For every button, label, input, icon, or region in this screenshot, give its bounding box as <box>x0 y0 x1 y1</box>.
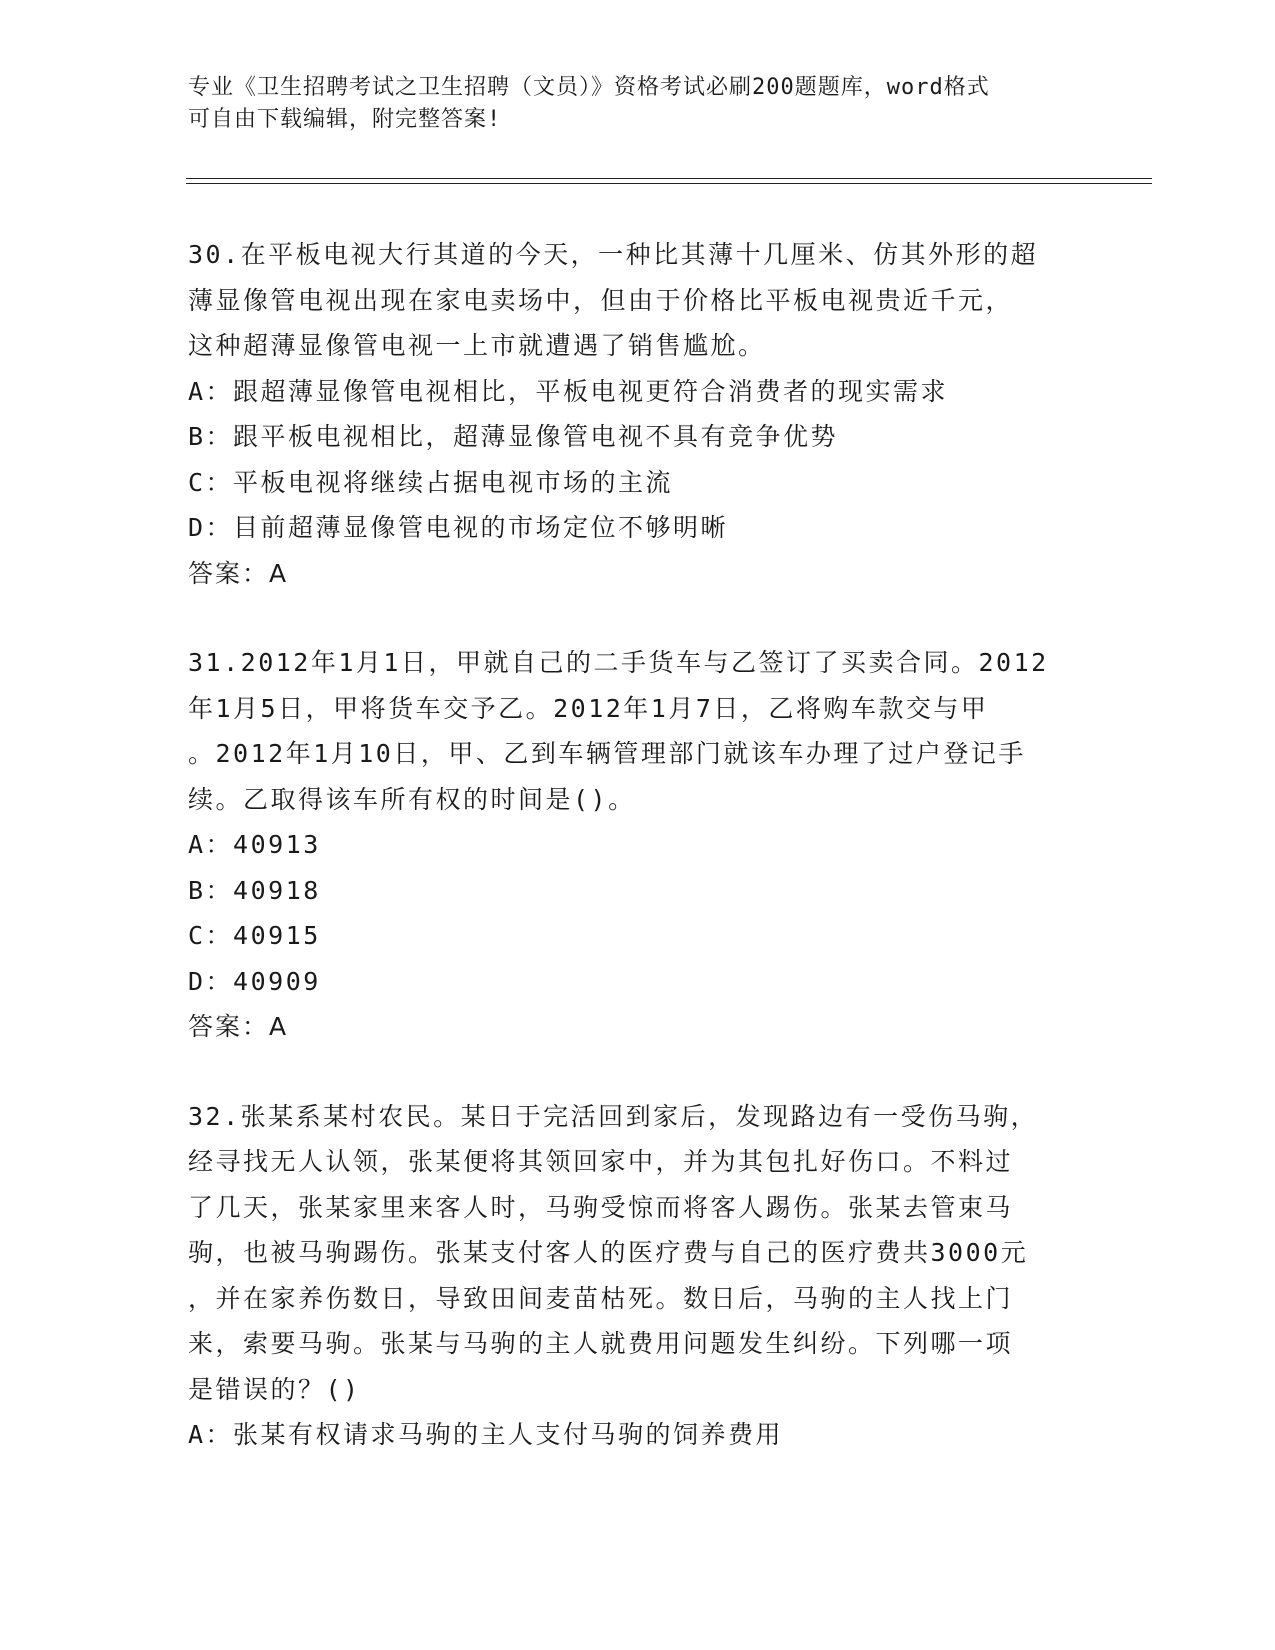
option-a: A：跟超薄显像管电视相比，平板电视更符合消费者的现实需求 <box>188 376 949 406</box>
question-stem <box>188 232 1088 369</box>
stem-line: 31.2012年1月1日，甲就自己的二手货车与乙签订了买卖合同。2012 <box>188 648 1049 677</box>
option-a: A：40913 <box>188 830 321 859</box>
header-line-2: 可自由下载编辑，附完整答案! <box>188 107 502 132</box>
option-d: D：40909 <box>188 966 321 996</box>
option-c: C：40915 <box>188 921 321 950</box>
answer-label: 答案：A <box>188 1012 289 1041</box>
question-30 <box>188 232 1088 596</box>
stem-line: 驹，也被马驹踢伤。张某支付客人的医疗费与自己的医疗费共3000元 <box>188 1238 1029 1267</box>
stem-line: 这种超薄显像管电视一上市就遭遇了销售尴尬。 <box>188 331 766 360</box>
question-spacer <box>188 1050 1088 1094</box>
stem-line: 续。乙取得该车所有权的时间是()。 <box>188 784 636 814</box>
stem-line: 经寻找无人认领，张某便将其领回家中，并为其包扎好伤口。不料过 <box>188 1147 1014 1176</box>
question-list <box>188 232 1088 1458</box>
stem-line: 薄显像管电视出现在家电卖场中，但由于价格比平板电视贵近千元， <box>188 285 1014 315</box>
question-stem <box>188 1094 1088 1413</box>
stem-line: 。2012年1月10日，甲、乙到车辆管理部门就该车办理了过户登记手 <box>188 739 1026 768</box>
header-line-1: 专业《卫生招聘考试之卫生招聘（文员）》资格考试必刷200题题库，word格式 <box>188 75 990 100</box>
question-31 <box>188 640 1088 1050</box>
header-divider-top <box>186 178 1152 179</box>
stem-line: 是错误的？() <box>188 1374 361 1404</box>
stem-line: 30.在平板电视大行其道的今天，一种比其薄十几厘米、仿其外形的超 <box>188 240 1039 269</box>
document-header <box>188 72 1068 136</box>
stem-line: 年1月5日，甲将货车交予乙。2012年1月7日，乙将购车款交与甲 <box>188 693 989 723</box>
question-spacer <box>188 596 1088 640</box>
question-32 <box>188 1094 1088 1458</box>
stem-line: 了几天，张某家里来客人时，马驹受惊而将客人踢伤。张某去管束马 <box>188 1192 1014 1222</box>
stem-line: 来，索要马驹。张某与马驹的主人就费用问题发生纠纷。下列哪一项 <box>188 1329 1014 1358</box>
stem-line: ，并在家养伤数日，导致田间麦苗枯死。数日后，马驹的主人找上门 <box>188 1283 1014 1313</box>
answer-label: 答案：A <box>188 558 289 588</box>
question-stem <box>188 640 1088 822</box>
option-b: B：40918 <box>188 875 321 905</box>
option-a: A：张某有权请求马驹的主人支付马驹的饲养费用 <box>188 1420 784 1449</box>
header-divider-bottom <box>186 183 1152 184</box>
option-d: D：目前超薄显像管电视的市场定位不够明晰 <box>188 513 729 542</box>
option-c: C：平板电视将继续占据电视市场的主流 <box>188 467 674 497</box>
option-b: B：跟平板电视相比，超薄显像管电视不具有竞争优势 <box>188 422 839 451</box>
stem-line: 32.张某系某村农民。某日于完活回到家后，发现路边有一受伤马驹， <box>188 1101 1039 1131</box>
